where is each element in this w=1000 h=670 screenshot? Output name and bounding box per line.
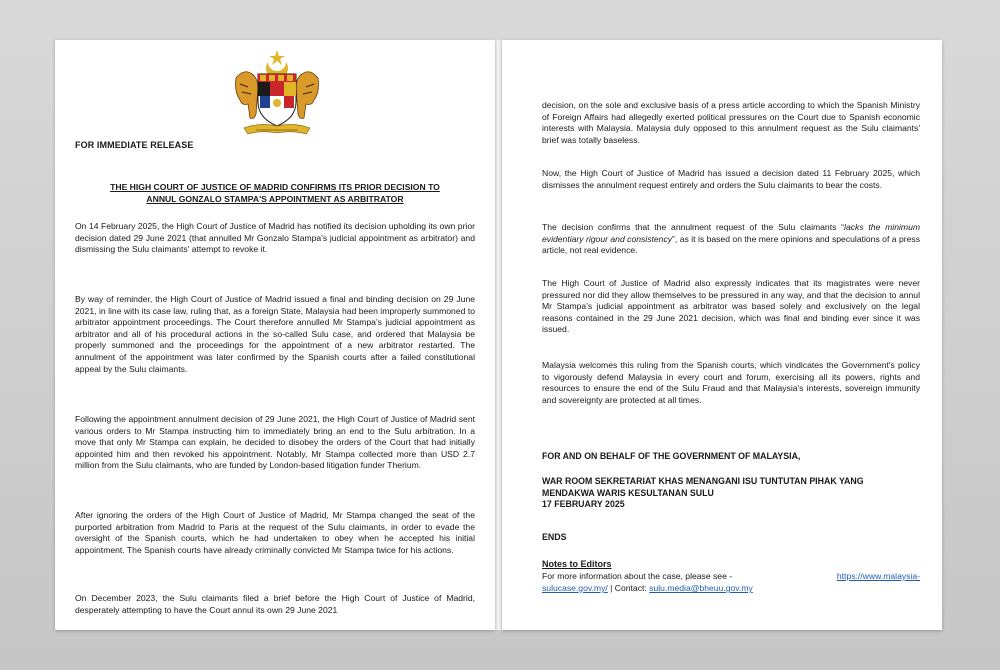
war-room-line-1: WAR ROOM SEKRETARIAT KHAS MENANGANI ISU TUNTUTAN PIHAK YANG: [542, 476, 864, 486]
war-room-line-2: MENDAKWA WARIS KESULTANAN SULU: [542, 487, 714, 498]
release-label: FOR IMMEDIATE RELEASE: [75, 140, 194, 150]
malaysian-coat-of-arms-icon: [230, 48, 324, 140]
paragraph-9: Malaysia welcomes this ruling from the Spanish courts, which vindicates the Government's policy to vigorously defend Malaysia in every court and forum, exercising all its powers, rights and resources to ensure the end of the Sulu Fraud and that Malaysia's interests, sovereign immunity and sovereignty are protected at all times.: [542, 360, 920, 405]
page-gutter: [495, 40, 502, 630]
paragraph-7: Now, the High Court of Justice of Madrid has issued a decision dated 11 February 2025, which dismisses the annulment request entirely and orders the Sulu claimants to bear the costs.: [542, 168, 920, 190]
notes-title: Notes to Editors: [542, 559, 612, 569]
paragraph-2: By way of reminder, the High Court of Justice of Madrid issued a final and binding decision on 29 June 2021, in line with its case law, ruling that, as a foreign State, Malaysia had been improperly summoned to arbitrator appointment proceedings. The Court therefore annulled Mr Stampa's judicial appointment as arbitrator and all of his procedural actions in the so-called Sulu case, and ordered that Malaysia be properly summoned and the proceedings for the appointment of a new arbitrator restarted. The annulment of the appointment was later confirmed by the Spanish courts after a failed constitutional appeal by the Sulu claimants.: [75, 294, 475, 374]
left-page: [55, 40, 495, 630]
quote-after: ”, as it is based on the mere opinions and speculations of a press article, not real evidence.: [542, 233, 920, 256]
paragraph-4: After ignoring the orders of the High Court of Justice of Madrid, Mr Stampa changed the seat of the purported arbitration from Madrid to Paris at the request of the Sulu claimants, in order to evade the oversight of the Spanish courts, which he had undertaken to obey when he accepted his initial appointment. The Spanish courts have already criminally convicted Mr Stampa twice for his actions.: [75, 510, 475, 555]
contact-email-link[interactable]: sulu.media@bheuu.gov.my: [649, 583, 753, 593]
war-room-block: [542, 476, 920, 511]
contact-label: | Contact:: [610, 583, 647, 593]
paragraph-5: On December 2023, the Sulu claimants filed a brief before the High Court of Justice of Madrid, desperately attempting to have the Court annul its own 29 June 2021: [75, 593, 475, 615]
case-website-link-cont[interactable]: sulucase.gov.my/: [542, 583, 608, 593]
right-page: [502, 40, 942, 630]
paragraph-1: On 14 February 2025, the High Court of Justice of Madrid has notified its decision upholding its own prior decision dated 29 June 2021 (that annulled Mr Gonzalo Stampa's judicial appointment as arbitrator) and dismissing the Sulu claimants' attempt to revoke it.: [75, 221, 475, 255]
quote-italic: lacks the minimum evidentiary rigour and consistency: [542, 222, 921, 244]
notes-body: [542, 570, 920, 594]
on-behalf-line: FOR AND ON BEHALF OF THE GOVERNMENT OF MALAYSIA,: [542, 451, 801, 461]
paragraph-3: Following the appointment annulment decision of 29 June 2021, the High Court of Justice of Madrid sent various orders to Mr Stampa instructing him to immediately bring an end to the Sulu arbitration. In a move that only Mr Stampa can explain, he decided to disobey the orders of the Court that had initially appointed him and then revoked his appointment. Notably, Mr Stampa collected more than USD 2.7 million from the Sulu claimants, who are funded by London-based litigation funder Therium.: [75, 414, 475, 471]
headline-line-2: ANNUL GONZALO STAMPA'S APPOINTMENT AS ARBITRATOR: [146, 194, 404, 204]
paragraph-6: decision, on the sole and exclusive basis of a press article according to which the Spanish Ministry of Foreign Affairs had allegedly exerted political pressures on the Court due to Spanish economic interests with Malaysia. Malaysia duly opposed to this annulment request as the Sulu claimants' brief was totally baseless.: [542, 100, 920, 145]
notes-text: For more information about the case, please see -: [542, 571, 733, 581]
paragraph-8: The High Court of Justice of Madrid also expressly indicates that its magistrates were never pressured nor did they allow themselves to be pressured in any way, and that the decision to annul Mr Stampa's judicial appointment as arbitrator was based solely and exclusively on the legal reasons contained in the 29 June 2021 decision, which was final and binding ever since it was issued.: [542, 278, 920, 335]
ends-label: ENDS: [542, 532, 567, 542]
quote-before: The decision confirms that the annulment request of the Sulu claimants “: [542, 222, 845, 232]
release-date: 17 FEBRUARY 2025: [542, 499, 625, 510]
headline-line-1: THE HIGH COURT OF JUSTICE OF MADRID CONFIRMS ITS PRIOR DECISION TO: [110, 182, 440, 192]
headline: [75, 181, 475, 205]
case-website-link[interactable]: https://www.malaysia-: [836, 571, 920, 581]
paragraph-quote: [542, 222, 920, 257]
